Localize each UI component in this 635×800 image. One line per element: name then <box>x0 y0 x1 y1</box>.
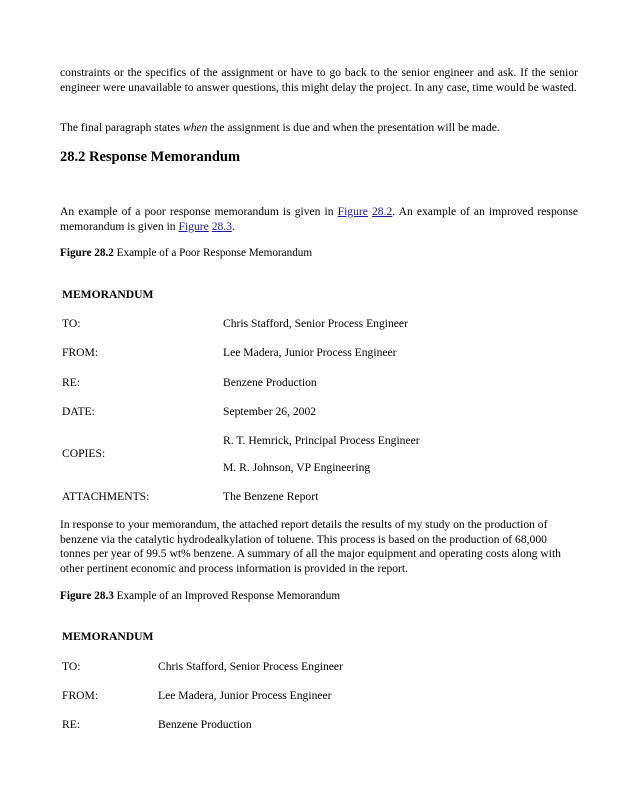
section-paragraph <box>60 205 578 234</box>
memo-copies-label: COPIES: <box>62 447 106 460</box>
memo-from-value: Lee Madera, Junior Process Engineer <box>158 689 332 702</box>
memo-copies-value-1: R. T. Hemrick, Principal Process Engineer <box>223 434 420 447</box>
section-paragraph-start: An example of a poor response memorandum is given in <box>60 205 338 218</box>
section-paragraph-middle: . An example of an improved response memorandum is given in <box>60 205 578 233</box>
figure-28-2-link-number[interactable]: 28.2 <box>372 205 393 218</box>
document-page <box>60 0 578 800</box>
intro-paragraph-2-end: the assignment is due and when the presentation will be made. <box>207 121 500 134</box>
memo-body: In response to your memorandum, the attached report details the results of my study on the production of benzene via the catalytic hydrodealkylation of toluene. This process is based on the production of 68,000 tonnes per year of 99.5 wt% benzene. A summary of all the major equipment and operating costs along with other pertinent economic and process information is provided in the report. <box>60 518 561 575</box>
figure-28-2-link-word[interactable]: Figure <box>337 205 368 218</box>
figure-28-3-caption-label: Figure 28.3 <box>60 590 114 602</box>
memo-to-value: Chris Stafford, Senior Process Engineer <box>158 660 343 673</box>
memo-title: MEMORANDUM <box>62 288 154 301</box>
memo-attachments-value: The Benzene Report <box>223 490 319 503</box>
figure-28-2-caption <box>60 246 312 260</box>
figure-28-3-caption <box>60 589 340 603</box>
memo-from-label: FROM: <box>62 346 99 359</box>
memo-re-value: Benzene Production <box>158 718 252 731</box>
memo-from-label: FROM: <box>62 689 99 702</box>
memo-to-value: Chris Stafford, Senior Process Engineer <box>223 317 408 330</box>
intro-paragraph-2-start: The final paragraph states <box>60 121 183 134</box>
intro-paragraph-2-emphasis: when <box>182 121 208 134</box>
figure-28-3-link-word[interactable]: Figure <box>178 219 209 233</box>
memo-to-label: TO: <box>62 317 81 330</box>
memo-date-label: DATE: <box>62 405 95 418</box>
memo-copies-value-2: M. R. Johnson, VP Engineering <box>223 461 371 474</box>
figure-28-3-link-number[interactable]: 28.3 <box>211 219 232 233</box>
memo-from-value: Lee Madera, Junior Process Engineer <box>223 346 397 359</box>
memo-attachments-label: ATTACHMENTS: <box>62 490 150 503</box>
figure-28-2-caption-text: Example of a Poor Response Memorandum <box>113 247 313 259</box>
memo-to-label: TO: <box>62 660 81 673</box>
intro-paragraph-2 <box>60 121 578 136</box>
intro-paragraph-1: constraints or the specifics of the assignment or have to go back to the senior engineer and ask. If the senior engineer were unavailable to answer questions, this might delay the project. In any case, time would be wasted. <box>60 66 578 94</box>
memo-re-value: Benzene Production <box>223 376 317 389</box>
section-heading: 28.2 Response Memorandum <box>60 149 241 165</box>
figure-28-3-caption-text: Example of an Improved Response Memorandum <box>113 590 341 602</box>
memo-date-value: September 26, 2002 <box>223 405 317 418</box>
figure-28-2-caption-label: Figure 28.2 <box>60 247 114 259</box>
section-paragraph-end: . <box>231 219 235 233</box>
memo-title: MEMORANDUM <box>62 630 154 643</box>
memo-re-label: RE: <box>62 376 81 389</box>
memo-re-label: RE: <box>62 718 81 731</box>
